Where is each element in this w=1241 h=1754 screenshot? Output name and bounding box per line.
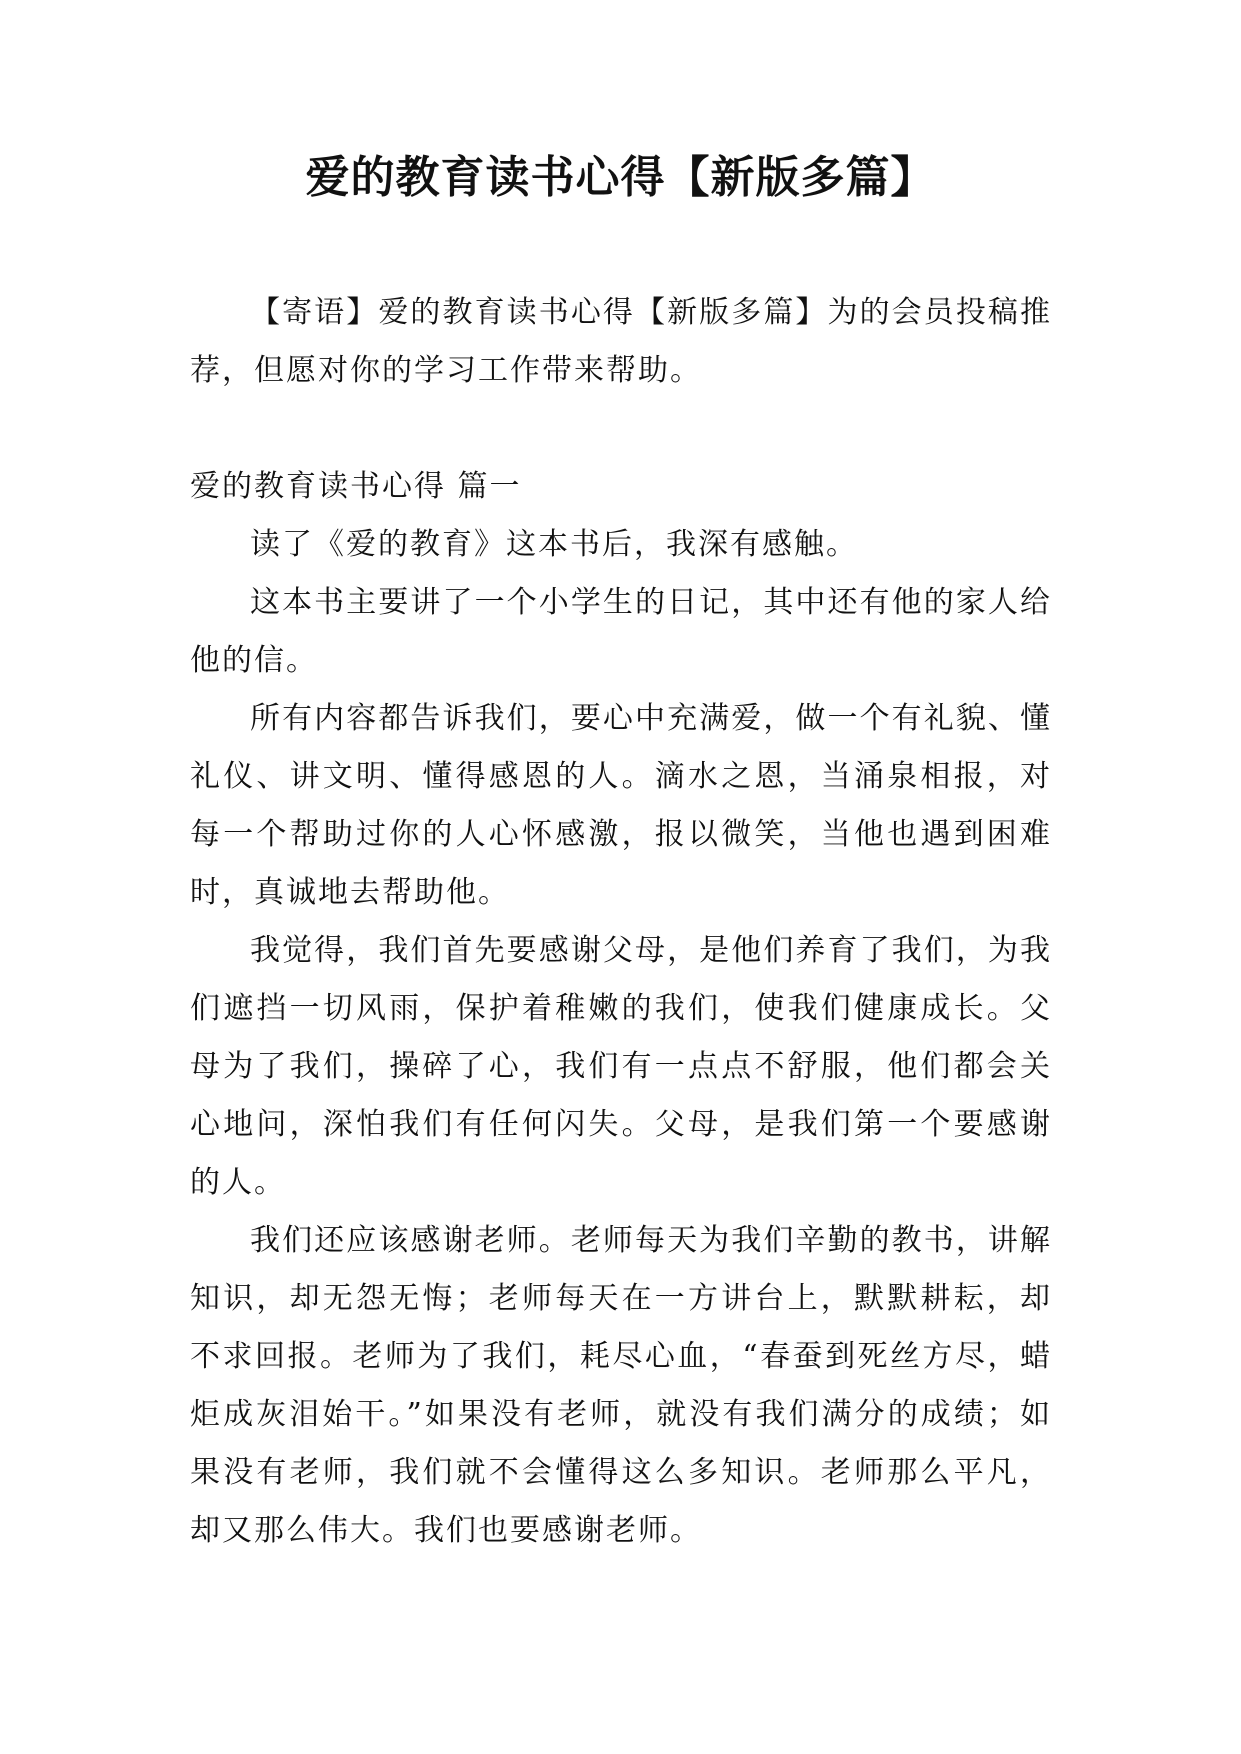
body-paragraph: 我们还应该感谢老师。老师每天为我们辛勤的教书，讲解知识，却无怨无悔；老师每天在一方讲台上，默默耕耘，却不求回报。老师为了我们，耗尽心血，“春蚕到死丝方尽，蜡炬成灰泪始干。”如果没有老师，就没有我们满分的成绩；如果没有老师，我们就不会懂得这么多知识。老师那么平凡，却又那么伟大。我们也要感谢老师。 xyxy=(190,1223,1052,1548)
body-paragraph: 读了《爱的教育》这本书后，我深有感触。 xyxy=(250,527,858,562)
body-paragraph: 我觉得，我们首先要感谢父母，是他们养育了我们，为我们遮挡一切风雨，保护着稚嫩的我们，使我们健康成长。父母为了我们，操碎了心，我们有一点点不舒服，他们都会关心地问，深怕我们有任何闪失。父母，是我们第一个要感谢的人。 xyxy=(190,933,1052,1200)
document-title: 爱的教育读书心得【新版多篇】 xyxy=(305,152,936,203)
section-heading: 爱的教育读书心得 篇一 xyxy=(190,469,522,504)
intro-paragraph: 【寄语】爱的教育读书心得【新版多篇】为的会员投稿推荐，但愿对你的学习工作带来帮助。 xyxy=(190,295,1052,388)
document-body xyxy=(190,284,1052,1560)
body-paragraph: 所有内容都告诉我们，要心中充满爱，做一个有礼貌、懂礼仪、讲文明、懂得感恩的人。滴水之恩，当涌泉相报，对每一个帮助过你的人心怀感激，报以微笑，当他也遇到困难时，真诚地去帮助他。 xyxy=(190,701,1052,910)
body-paragraph: 这本书主要讲了一个小学生的日记，其中还有他的家人给他的信。 xyxy=(190,585,1052,678)
